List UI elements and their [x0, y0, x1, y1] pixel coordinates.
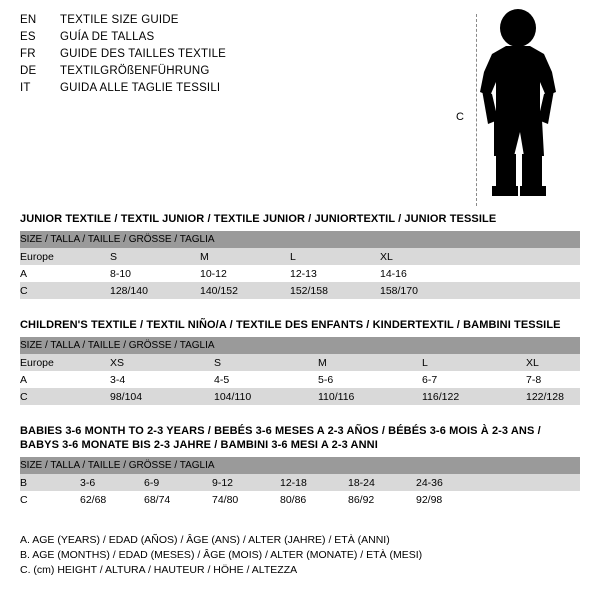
- language-code-es: ES: [20, 31, 36, 43]
- row-value: M: [318, 354, 422, 371]
- row-value-empty: [484, 491, 580, 508]
- row-value: L: [290, 248, 380, 265]
- row-value: 10-12: [200, 265, 290, 282]
- row-value: XL: [380, 248, 470, 265]
- row-value: 18-24: [348, 474, 416, 491]
- table-header-label-junior: SIZE / TALLA / TAILLE / GRÖSSE / TAGLIA: [20, 231, 580, 248]
- legend-line-b: B. AGE (MONTHS) / EDAD (MESES) / ÂGE (MOIS) / ALTER (MONATE) / ETÀ (MESI): [20, 549, 423, 561]
- row-value: 92/98: [416, 491, 484, 508]
- measurement-figure: [440, 6, 590, 206]
- table-row: [20, 474, 580, 491]
- row-value: 3-6: [80, 474, 144, 491]
- row-value: 128/140: [110, 282, 200, 299]
- row-value-empty: [470, 265, 580, 282]
- row-value: 158/170: [380, 282, 470, 299]
- table-header-row-babies: [20, 457, 580, 474]
- row-label: C: [20, 491, 80, 508]
- row-value: 152/158: [290, 282, 380, 299]
- row-label: C: [20, 388, 110, 405]
- row-value: 62/68: [80, 491, 144, 508]
- row-value: 6-9: [144, 474, 212, 491]
- table-header-label-babies: SIZE / TALLA / TAILLE / GRÖSSE / TAGLIA: [20, 457, 580, 474]
- section-title-babies-text: BABIES 3-6 MONTH TO 2-3 YEARS / BEBÉS 3-6 MESES A 2-3 AÑOS / BÉBÉS 3-6 MOIS À 2-3 ANS / BABYS 3-6 MONATE BIS 2-3 JAHRE / BAMBINI 3-6 MESI A 2-3 ANNI: [20, 425, 541, 451]
- language-code-en: EN: [20, 14, 37, 26]
- legend-block: [20, 533, 580, 578]
- row-value: 24-36: [416, 474, 484, 491]
- size-table-junior: [20, 231, 580, 299]
- row-value: 8-10: [110, 265, 200, 282]
- language-row-en: [20, 14, 440, 31]
- row-value: 104/110: [214, 388, 318, 405]
- row-label: B: [20, 474, 80, 491]
- row-value: 4-5: [214, 371, 318, 388]
- height-measure-line: [476, 14, 477, 206]
- row-value: 116/122: [422, 388, 526, 405]
- row-value-empty: [470, 248, 580, 265]
- section-childrens-textile: [20, 318, 580, 405]
- row-value: 68/74: [144, 491, 212, 508]
- language-row-de: [20, 65, 440, 82]
- table-row: [20, 371, 580, 388]
- row-value-empty: [470, 282, 580, 299]
- row-value: XL: [526, 354, 580, 371]
- row-label: Europe: [20, 248, 110, 265]
- row-value: 14-16: [380, 265, 470, 282]
- row-value: 7-8: [526, 371, 580, 388]
- language-text-de: TEXTILGRÖßENFÜHRUNG: [60, 65, 210, 77]
- row-value: 12-13: [290, 265, 380, 282]
- table-row: [20, 248, 580, 265]
- row-value: 3-4: [110, 371, 214, 388]
- section-title-babies: [20, 424, 580, 452]
- language-text-fr: GUIDE DES TAILLES TEXTILE: [60, 48, 227, 60]
- section-junior-textile: [20, 212, 580, 299]
- row-value: L: [422, 354, 526, 371]
- row-value: 9-12: [212, 474, 280, 491]
- row-value: 86/92: [348, 491, 416, 508]
- legend-line-a: A. AGE (YEARS) / EDAD (AÑOS) / ÂGE (ANS) / ALTER (JAHRE) / ETÀ (ANNI): [20, 534, 390, 546]
- language-code-it: IT: [20, 82, 31, 94]
- table-row: [20, 388, 580, 405]
- language-header: [20, 14, 440, 99]
- table-row: [20, 265, 580, 282]
- section-title-children: CHILDREN'S TEXTILE / TEXTIL NIÑO/A / TEXTILE DES ENFANTS / KINDERTEXTIL / BAMBINI TESSILE: [20, 319, 561, 331]
- language-text-es: GUÍA DE TALLAS: [60, 31, 155, 43]
- row-value: 5-6: [318, 371, 422, 388]
- language-text-en: TEXTILE SIZE GUIDE: [60, 14, 179, 26]
- row-value: 122/128: [526, 388, 580, 405]
- language-text-it: GUIDA ALLE TAGLIE TESSILI: [60, 82, 221, 94]
- language-row-it: [20, 82, 440, 99]
- size-table-children: [20, 337, 580, 405]
- table-header-label-children: SIZE / TALLA / TAILLE / GRÖSSE / TAGLIA: [20, 337, 580, 354]
- row-value: 98/104: [110, 388, 214, 405]
- row-value: S: [110, 248, 200, 265]
- language-code-de: DE: [20, 65, 37, 77]
- row-label: C: [20, 282, 110, 299]
- language-code-fr: FR: [20, 48, 36, 60]
- row-value: S: [214, 354, 318, 371]
- table-header-row-junior: [20, 231, 580, 248]
- height-measure-label: C: [456, 111, 464, 123]
- legend-line-c: C. (cm) HEIGHT / ALTURA / HAUTEUR / HÖHE / ALTEZZA: [20, 564, 298, 576]
- section-title-junior: JUNIOR TEXTILE / TEXTIL JUNIOR / TEXTILE JUNIOR / JUNIORTEXTIL / JUNIOR TESSILE: [20, 213, 497, 225]
- section-babies-textile: [20, 424, 580, 508]
- table-row: [20, 282, 580, 299]
- row-value: 74/80: [212, 491, 280, 508]
- row-value: 110/116: [318, 388, 422, 405]
- language-row-es: [20, 31, 440, 48]
- row-value: M: [200, 248, 290, 265]
- table-row: [20, 491, 580, 508]
- row-value: 140/152: [200, 282, 290, 299]
- row-value: 80/86: [280, 491, 348, 508]
- table-row: [20, 354, 580, 371]
- language-row-fr: [20, 48, 440, 65]
- row-value: XS: [110, 354, 214, 371]
- row-label: A: [20, 265, 110, 282]
- row-value: 6-7: [422, 371, 526, 388]
- row-value: 12-18: [280, 474, 348, 491]
- child-silhouette-icon: [440, 6, 590, 206]
- row-label: Europe: [20, 354, 110, 371]
- size-table-babies: [20, 457, 580, 508]
- row-value-empty: [484, 474, 580, 491]
- table-header-row-children: [20, 337, 580, 354]
- row-label: A: [20, 371, 110, 388]
